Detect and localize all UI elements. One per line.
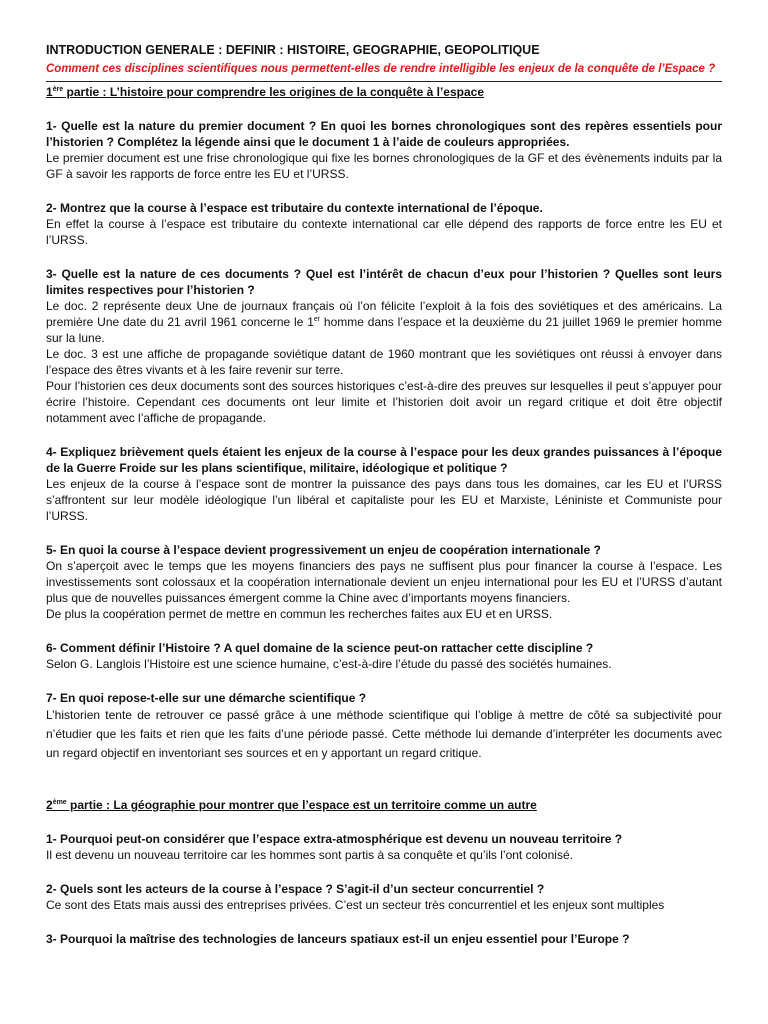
part1-answer-3-doc3: Le doc. 3 est une affiche de propagande soviétique datant de 1960 montrant que les soviétiques ont réussi à envoyer dans l’espace des êtres vivants et à les faire revenir sur terre. xyxy=(46,347,722,377)
part1-question-3: 3- Quelle est la nature de ces documents ? Quel est l’intérêt de chacun d’eux pour l’historien ? Quelles sont leurs limites respectives pour l’historien ? xyxy=(46,267,722,297)
answer-3-doc2-ordinal: er xyxy=(313,316,321,323)
part1-ordinal: ère xyxy=(52,86,64,93)
part1-answer-6: Selon G. Langlois l’Histoire est une science humaine, c’est-à-dire l’étude du passé des sociétés humaines. xyxy=(46,657,612,671)
part2-question-3: 3- Pourquoi la maîtrise des technologies de lanceurs spatiaux est-il un enjeu essentiel pour l’Europe ? xyxy=(46,932,630,946)
part1-question-1: 1- Quelle est la nature du premier document ? En quoi les bornes chronologiques sont des repères essentiels pour l’historien ? Complétez la légende ainsi que le document 1 à l’aide de couleurs appropriées. xyxy=(46,119,722,149)
part1-question-2: 2- Montrez que la course à l’espace est tributaire du contexte international de l’époque. xyxy=(46,201,543,215)
document-page xyxy=(46,42,722,947)
part1-number: 1 xyxy=(46,85,53,99)
answer-3-doc2-text-a: Le doc. 2 représente deux Une de journaux français où l’on félicite l’exploit à la fois des soviétiques et des américains. La première Une date du 21 avril 1961 concerne le 1 xyxy=(46,299,722,329)
answer-3-doc2-text-b: homme dans l’espace et la deuxième du 21 juillet 1969 le premier homme sur la lune. xyxy=(46,315,722,345)
part1-question-7: 7- En quoi repose-t-elle sur une démarche scientifique ? xyxy=(46,691,367,705)
part1-heading xyxy=(46,84,722,100)
part1-question-5: 5- En quoi la course à l’espace devient progressivement un enjeu de coopération internationale ? xyxy=(46,543,601,557)
part1-answer-3-doc2 xyxy=(46,298,722,346)
part1-answer-2: En effet la course à l’espace est tributaire du contexte international car elle dépend des rapports de force entre les EU et l’URSS. xyxy=(46,217,722,247)
part1-title: partie : L’histoire pour comprendre les origines de la conquête à l’espace xyxy=(63,85,484,99)
part2-ordinal: ème xyxy=(52,799,67,806)
part1-answer-1: Le premier document est une frise chronologique qui fixe les bornes chronologiques de la GF et des évènements induits par la GF à savoir les rapports de force entre les EU et l’URSS. xyxy=(46,151,722,181)
part1-answer-5b: De plus la coopération permet de mettre en commun les recherches faites aux EU et en URSS. xyxy=(46,607,553,621)
part2-answer-1: Il est devenu un nouveau territoire car les hommes sont partis à sa conquête et qu’ils l’ont colonisé. xyxy=(46,848,573,862)
part1-question-6: 6- Comment définir l’Histoire ? A quel domaine de la science peut-on rattacher cette discipline ? xyxy=(46,641,594,655)
part2-answer-2: Ce sont des Etats mais aussi des entreprises privées. C’est un secteur très concurrentiel et les enjeux sont multiples xyxy=(46,898,665,912)
part2-title: partie : La géographie pour montrer que l’espace est un territoire comme un autre xyxy=(66,798,537,812)
part1-answer-4: Les enjeux de la course à l’espace sont de montrer la puissance des pays dans tous les domaines, car les EU et l’URSS s’affrontent sur leur modèle idéologique l’un libéral et capitaliste pour les EU et Marxiste, Léniniste et Communiste pour l’URSS. xyxy=(46,477,722,523)
header-divider xyxy=(46,81,722,82)
part2-heading xyxy=(46,797,722,813)
document-subtitle: Comment ces disciplines scientifiques nous permettent-elles de rendre intelligible les enjeux de la conquête de l’Espace ? xyxy=(46,63,716,75)
part2-number: 2 xyxy=(46,798,53,812)
part1-answer-5a: On s’aperçoit avec le temps que les moyens financiers des pays ne suffisent plus pour financer la course à l’espace. Les investissements sont colossaux et la coopération internationale devient un enjeu international pour les EU et l’URSS d’autant plus que de nouvelles puissances émergent comme la Chine avec d’importants moyens financiers. xyxy=(46,559,722,605)
part1-question-4: 4- Expliquez brièvement quels étaient les enjeux de la course à l’espace pour les deux grandes puissances à l’époque de la Guerre Froide sur les plans scientifique, militaire, idéologique et politique ? xyxy=(46,445,722,475)
document-title: INTRODUCTION GENERALE : DEFINIR : HISTOIRE, GEOGRAPHIE, GEOPOLITIQUE xyxy=(46,43,540,57)
part1-answer-3-historian: Pour l’historien ces deux documents sont des sources historiques c’est-à-dire des preuves sur lesquelles il peut s’appuyer pour écrire l’histoire. Cependant ces documents ont leur limite et l’historien doit avoir un regard critique et doit être objectif notamment avec l’affiche de propagande. xyxy=(46,379,722,425)
part2-question-1: 1- Pourquoi peut-on considérer que l’espace extra-atmosphérique est devenu un nouveau territoire ? xyxy=(46,832,623,846)
part1-answer-7: L’historien tente de retrouver ce passé grâce à une méthode scientifique qui l’oblige à mettre de côté sa subjectivité pour n’étudier que les faits et rien que les faits d’une période passé. Cette méthode lui demande d’interpréter les documents avec un regard objectif en inventoriant ses sources et en y apportant un regard critique. xyxy=(46,708,722,760)
part2-question-2: 2- Quels sont les acteurs de la course à l’espace ? S’agit-il d’un secteur concurrentiel ? xyxy=(46,882,545,896)
